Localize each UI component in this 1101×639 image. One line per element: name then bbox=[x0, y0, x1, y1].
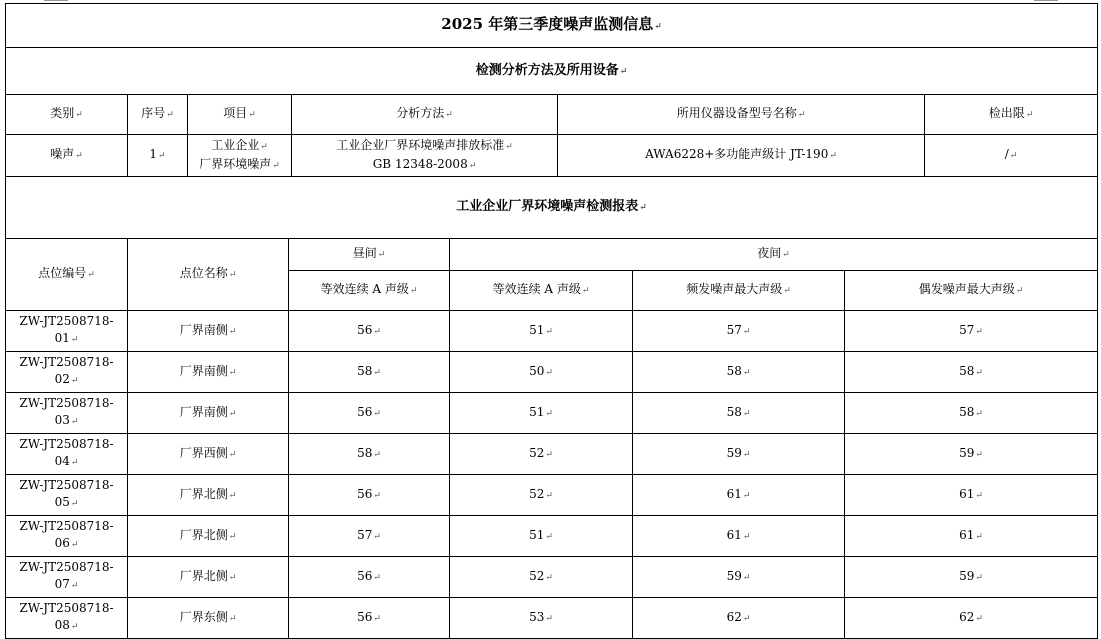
header-occ-max: 偶发噪声最大声级 ↵ bbox=[845, 271, 1098, 311]
header-equipment: 所用仪器设备型号名称 ↵ bbox=[558, 95, 925, 135]
table-row bbox=[6, 475, 1098, 516]
header-day: 昼间 ↵ bbox=[289, 239, 450, 271]
point-name-cell: 厂界南侧 ↵ bbox=[128, 393, 289, 434]
header-point-name: 点位名称 ↵ bbox=[128, 239, 289, 311]
night-leq-cell: 50 ↵ bbox=[450, 352, 633, 393]
point-id-cell: ZW-JT2508718-07 ↵ bbox=[6, 557, 128, 598]
freq-max-cell: 58 ↵ bbox=[633, 393, 845, 434]
occ-max-cell: 62 ↵ bbox=[845, 598, 1098, 639]
occ-max-cell: 58 ↵ bbox=[845, 352, 1098, 393]
freq-max-cell: 58 ↵ bbox=[633, 352, 845, 393]
report-header-row-1 bbox=[6, 239, 1098, 271]
day-leq-cell: 57 ↵ bbox=[289, 516, 450, 557]
limit-value: / ↵ bbox=[925, 135, 1098, 177]
header-freq-max: 频发噪声最大声级 ↵ bbox=[633, 271, 845, 311]
freq-max-cell: 61 ↵ bbox=[633, 516, 845, 557]
table-row bbox=[6, 516, 1098, 557]
header-project: 项目 ↵ bbox=[188, 95, 292, 135]
report-rows bbox=[6, 311, 1098, 639]
occ-max-cell: 59 ↵ bbox=[845, 557, 1098, 598]
occ-max-cell: 61 ↵ bbox=[845, 475, 1098, 516]
header-day-leq: 等效连续 A 声级 ↵ bbox=[289, 271, 450, 311]
table-row bbox=[6, 352, 1098, 393]
table-row bbox=[6, 393, 1098, 434]
page-corner-mark-left bbox=[44, 0, 68, 1]
point-name-cell: 厂界北侧 ↵ bbox=[128, 516, 289, 557]
occ-max-cell: 57 ↵ bbox=[845, 311, 1098, 352]
day-leq-cell: 56 ↵ bbox=[289, 393, 450, 434]
methods-table bbox=[5, 3, 1098, 239]
point-id-cell: ZW-JT2508718-02 ↵ bbox=[6, 352, 128, 393]
header-category: 类别 ↵ bbox=[6, 95, 128, 135]
methods-section-title: 检测分析方法及所用设备 ↵ bbox=[6, 48, 1098, 95]
point-id-cell: ZW-JT2508718-04 ↵ bbox=[6, 434, 128, 475]
header-method: 分析方法 ↵ bbox=[292, 95, 558, 135]
day-leq-cell: 58 ↵ bbox=[289, 352, 450, 393]
methods-data-row bbox=[6, 135, 1098, 177]
night-leq-cell: 53 ↵ bbox=[450, 598, 633, 639]
point-id-cell: ZW-JT2508718-06 ↵ bbox=[6, 516, 128, 557]
header-index: 序号 ↵ bbox=[128, 95, 188, 135]
freq-max-cell: 59 ↵ bbox=[633, 557, 845, 598]
page-title: 2025 年第三季度噪声监测信息 ↵ bbox=[6, 4, 1098, 48]
day-leq-cell: 56 ↵ bbox=[289, 475, 450, 516]
header-night: 夜间 ↵ bbox=[450, 239, 1098, 271]
occ-max-cell: 61 ↵ bbox=[845, 516, 1098, 557]
report-section-title: 工业企业厂界环境噪声检测报表 ↵ bbox=[6, 177, 1098, 239]
day-leq-cell: 56 ↵ bbox=[289, 598, 450, 639]
point-id-cell: ZW-JT2508718-05 ↵ bbox=[6, 475, 128, 516]
point-id-cell: ZW-JT2508718-03 ↵ bbox=[6, 393, 128, 434]
point-id-cell: ZW-JT2508718-08 ↵ bbox=[6, 598, 128, 639]
freq-max-cell: 62 ↵ bbox=[633, 598, 845, 639]
noise-report-page bbox=[5, 3, 1097, 639]
point-name-cell: 厂界南侧 ↵ bbox=[128, 311, 289, 352]
point-name-cell: 厂界北侧 ↵ bbox=[128, 557, 289, 598]
freq-max-cell: 57 ↵ bbox=[633, 311, 845, 352]
day-leq-cell: 56 ↵ bbox=[289, 557, 450, 598]
point-name-cell: 厂界东侧 ↵ bbox=[128, 598, 289, 639]
table-row bbox=[6, 311, 1098, 352]
index-value: 1 ↵ bbox=[128, 135, 188, 177]
point-id-cell: ZW-JT2508718-01 ↵ bbox=[6, 311, 128, 352]
header-limit: 检出限 ↵ bbox=[925, 95, 1098, 135]
point-name-cell: 厂界北侧 ↵ bbox=[128, 475, 289, 516]
point-name-cell: 厂界南侧 ↵ bbox=[128, 352, 289, 393]
table-row bbox=[6, 598, 1098, 639]
report-table bbox=[5, 238, 1098, 639]
table-row bbox=[6, 434, 1098, 475]
header-night-leq: 等效连续 A 声级 ↵ bbox=[450, 271, 633, 311]
night-leq-cell: 51 ↵ bbox=[450, 393, 633, 434]
day-leq-cell: 56 ↵ bbox=[289, 311, 450, 352]
night-leq-cell: 51 ↵ bbox=[450, 311, 633, 352]
night-leq-cell: 52 ↵ bbox=[450, 434, 633, 475]
night-leq-cell: 51 ↵ bbox=[450, 516, 633, 557]
project-value: 工业企业 ↵ 厂界环境噪声 ↵ bbox=[188, 135, 292, 177]
page-corner-mark-right bbox=[1034, 0, 1058, 1]
methods-header-row bbox=[6, 95, 1098, 135]
night-leq-cell: 52 ↵ bbox=[450, 557, 633, 598]
header-point-id: 点位编号 ↵ bbox=[6, 239, 128, 311]
night-leq-cell: 52 ↵ bbox=[450, 475, 633, 516]
equipment-value: AWA6228+多功能声级计 JT-190 ↵ bbox=[558, 135, 925, 177]
point-name-cell: 厂界西侧 ↵ bbox=[128, 434, 289, 475]
occ-max-cell: 59 ↵ bbox=[845, 434, 1098, 475]
day-leq-cell: 58 ↵ bbox=[289, 434, 450, 475]
freq-max-cell: 61 ↵ bbox=[633, 475, 845, 516]
method-value: 工业企业厂界环境噪声排放标准 ↵ GB 12348-2008 ↵ bbox=[292, 135, 558, 177]
occ-max-cell: 58 ↵ bbox=[845, 393, 1098, 434]
table-row bbox=[6, 557, 1098, 598]
category-value: 噪声 ↵ bbox=[6, 135, 128, 177]
freq-max-cell: 59 ↵ bbox=[633, 434, 845, 475]
